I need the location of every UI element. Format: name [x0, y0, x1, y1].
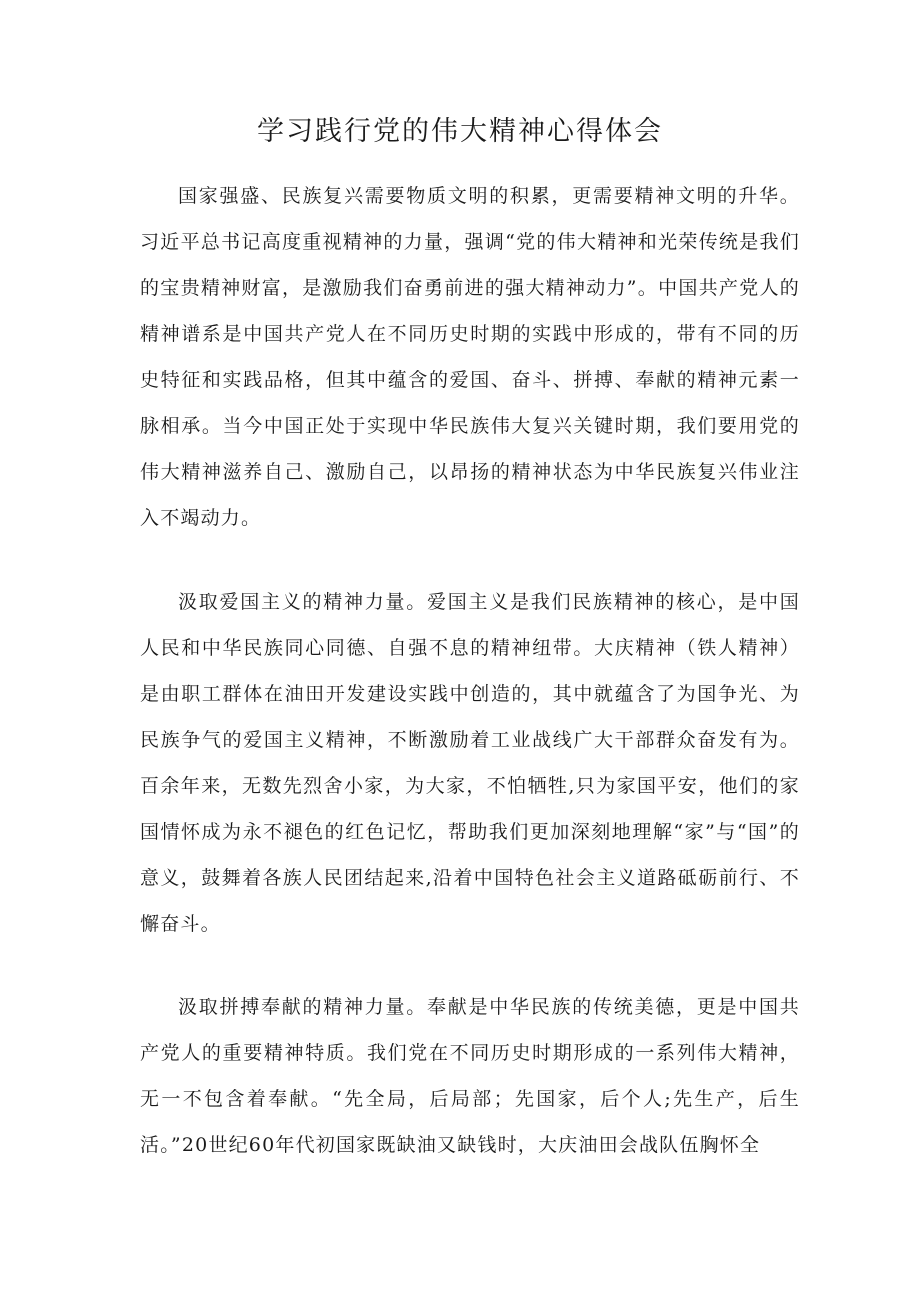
paragraph-dedication: 汲取拼搏奉献的精神力量。奉献是中华民族的传统美德，更是中国共产党人的重要精神特质。我们党在不同历史时期形成的一系列伟大精神，无一不包含着奉献。“先全局，后局部；先国家，后个人;先生产，后生活。”20世纪60年代初国家既缺油又缺钱时，大庆油田会战队伍胸怀全: [140, 996, 800, 1156]
paragraph-intro: 国家强盛、民族复兴需要物质文明的积累，更需要精神文明的升华。习近平总书记高度重视精神的力量，强调“党的伟大精神和光荣传统是我们的宝贵精神财富，是激励我们奋勇前进的强大精神动力”。中国共产党人的精神谱系是中国共产党人在不同历史时期的实践中形成的，带有不同的历史特征和实践品格，但其中蕴含的爱国、奋斗、拼搏、奉献的精神元素一脉相承。当今中国正处于实现中华民族伟大复兴关键时期，我们要用党的伟大精神滋养自己、激励自己，以昂扬的精神状态为中华民族复兴伟业注入不竭动力。: [140, 185, 800, 529]
document-title: 学习践行党的伟大精神心得体会: [257, 116, 663, 147]
paragraph-patriotism: 汲取爱国主义的精神力量。爱国主义是我们民族精神的核心，是中国人民和中华民族同心同德、自强不息的精神纽带。大庆精神（铁人精神）是由职工群体在油田开发建设实践中创造的，其中就蕴含了为国争光、为民族争气的爱国主义精神，不断激励着工业战线广大干部群众奋发有为。百余年来，无数先烈舍小家，为大家，不怕牺牲,只为家国平安，他们的家国情怀成为永不褪色的红色记忆，帮助我们更加深刻地理解“家”与“国”的意义，鼓舞着各族人民团结起来,沿着中国特色社会主义道路砥砺前行、不懈奋斗。: [140, 591, 800, 935]
